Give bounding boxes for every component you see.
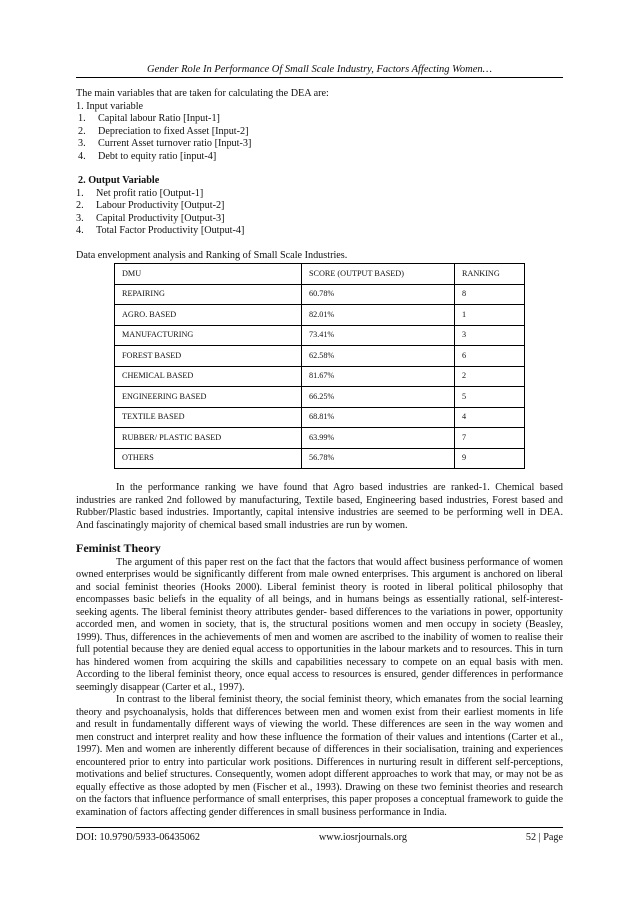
table-row [115,387,525,408]
table-row [115,407,525,428]
table-row [115,346,525,367]
output-heading: 2. Output Variable [78,175,160,186]
dea-ranking-table [114,263,525,469]
table-cell-dmu: RUBBER/ PLASTIC BASED [115,428,302,449]
table-cell-rank: 3 [455,325,525,346]
table-cell-score: 73.41% [302,325,455,346]
table-cell-rank: 9 [455,448,525,469]
table-cell-dmu: REPAIRING [115,284,302,305]
table-cell-score: 68.81% [302,407,455,428]
table-caption: Data envelopment analysis and Ranking of Small Scale Industries. [76,249,348,261]
table-header-cell: SCORE (OUTPUT BASED) [302,264,455,285]
footer-website: www.iosrjournals.org [318,832,407,843]
table-cell-rank: 8 [455,284,525,305]
list-item: 4. Total Factor Productivity [Output-4] [76,225,245,236]
list-item: 4. Debt to equity ratio [input-4] [78,150,217,162]
table-cell-score: 63.99% [302,428,455,449]
output-list [76,188,563,238]
table-row [115,284,525,305]
table-header-cell: DMU [115,264,302,285]
table-row [115,305,525,326]
list-item: 2. Depreciation to fixed Asset [Input-2] [78,125,249,137]
list-item: 3. Capital Productivity [Output-3] [76,212,225,224]
table-cell-rank: 2 [455,366,525,387]
table-row [115,366,525,387]
input-list [76,113,563,163]
table-header-row [115,264,525,285]
table-cell-dmu: MANUFACTURING [115,325,302,346]
table-cell-dmu: ENGINEERING BASED [115,387,302,408]
page-footer [76,827,563,843]
table-cell-dmu: FOREST BASED [115,346,302,367]
table-cell-score: 81.67% [302,366,455,387]
table-cell-rank: 4 [455,407,525,428]
table-cell-rank: 5 [455,387,525,408]
list-item: 2. Labour Productivity [Output-2] [76,200,225,211]
table-cell-score: 56.78% [302,448,455,469]
footer-page-number: 52 | Page [525,832,563,843]
intro-text: The main variables that are taken for calculating the DEA are: [76,88,329,99]
feminist-paragraph-1: The argument of this paper rest on the fact that the factors that would affect business performance of women owned enterprises would be significantly different from male owned enterprises. This argument is anchored on liberal and social feminist theories (Hooks 2000). Liberal feminist theory is rooted in liberal political philosophy that encompasses basic beliefs in the equality of all beings, and in humans beings as essentially rational, self-interest-seeking agents. The liberal feminist theory attributes gender- based differences to the variations in power, opportunity accorded men, and women in society, that is, the structural positions women and men occupy in society (Beasley, 1999). Thus, differences in the achievements of men and women are ascribed to the inability of women to realise their full potential because they are denied equal access to opportunities in the labour markets and to resources. This in turn has hindered women from acquiring the skills and capabilities necessary to compete on an equal basis with men. According to the liberal feminist theory, once equal access to resources is ensured, gender differences in performance seemingly disappear (Carter et al., 1997). [76,556,563,693]
table-cell-dmu: AGRO. BASED [115,305,302,326]
table-row [115,428,525,449]
table-cell-score: 66.25% [302,387,455,408]
list-item: 3. Current Asset turnover ratio [Input-3] [78,138,252,149]
table-header-cell: RANKING [455,264,525,285]
table-cell-rank: 1 [455,305,525,326]
section-heading: Feminist Theory [76,541,161,555]
table-cell-score: 82.01% [302,305,455,326]
feminist-paragraph-2: In contrast to the liberal feminist theory, the social feminist theory, which emanates from the social learning theory and psychoanalysis, holds that differences between men and women exist from their earliest moments in life and result in fundamentally different ways of viewing the world. These differences are seen in the way women and men construct and interpret reality and how these influence the formation of their values and intentions (Carter et al., 1997). Men and women are inherently different because of differences in their socialisation, training and experiences encountered prior to entry into particular work positions. Differences in nurturing result in different self-perceptions, motivations and belief structures. Consequently, women adopt different approaches to work that may, or may not be as equally effective as those adopted by men (Fischer et al., 1993). Drawing on these two feminist theories and research on the factors that influence performance of small enterprises, this paper proposes a conceptual framework to guide the examination of factors affecting gender differences in small business performance in India. [76,694,563,818]
running-header: Gender Role In Performance Of Small Scale Industry, Factors Affecting Women… [76,64,563,78]
table-row [115,448,525,469]
table-cell-score: 60.78% [302,284,455,305]
table-cell-dmu: TEXTILE BASED [115,407,302,428]
list-item: 1. Net profit ratio [Output-1] [76,187,204,199]
footer-doi: DOI: 10.9790/5933-06435062 [76,832,200,843]
table-cell-dmu: OTHERS [115,448,302,469]
table-cell-rank: 6 [455,346,525,367]
table-row [115,325,525,346]
input-heading: 1. Input variable [76,100,144,112]
table-cell-score: 62.58% [302,346,455,367]
page-content [76,88,563,819]
list-item: 1. Capital labour Ratio [Input-1] [78,113,220,124]
ranking-paragraph: In the performance ranking we have found that Agro based industries are ranked-1. Chemical based industries are ranked 2nd followed by manufacturing, Textile based, Engineering based industries, Forest based and Rubber/Plastic based industries. Importantly, capital intensive industries are seemed to be performing well in DEA. And fascinatingly majority of chemical based small industries are run by women. [76,482,563,531]
table-cell-dmu: CHEMICAL BASED [115,366,302,387]
table-cell-rank: 7 [455,428,525,449]
